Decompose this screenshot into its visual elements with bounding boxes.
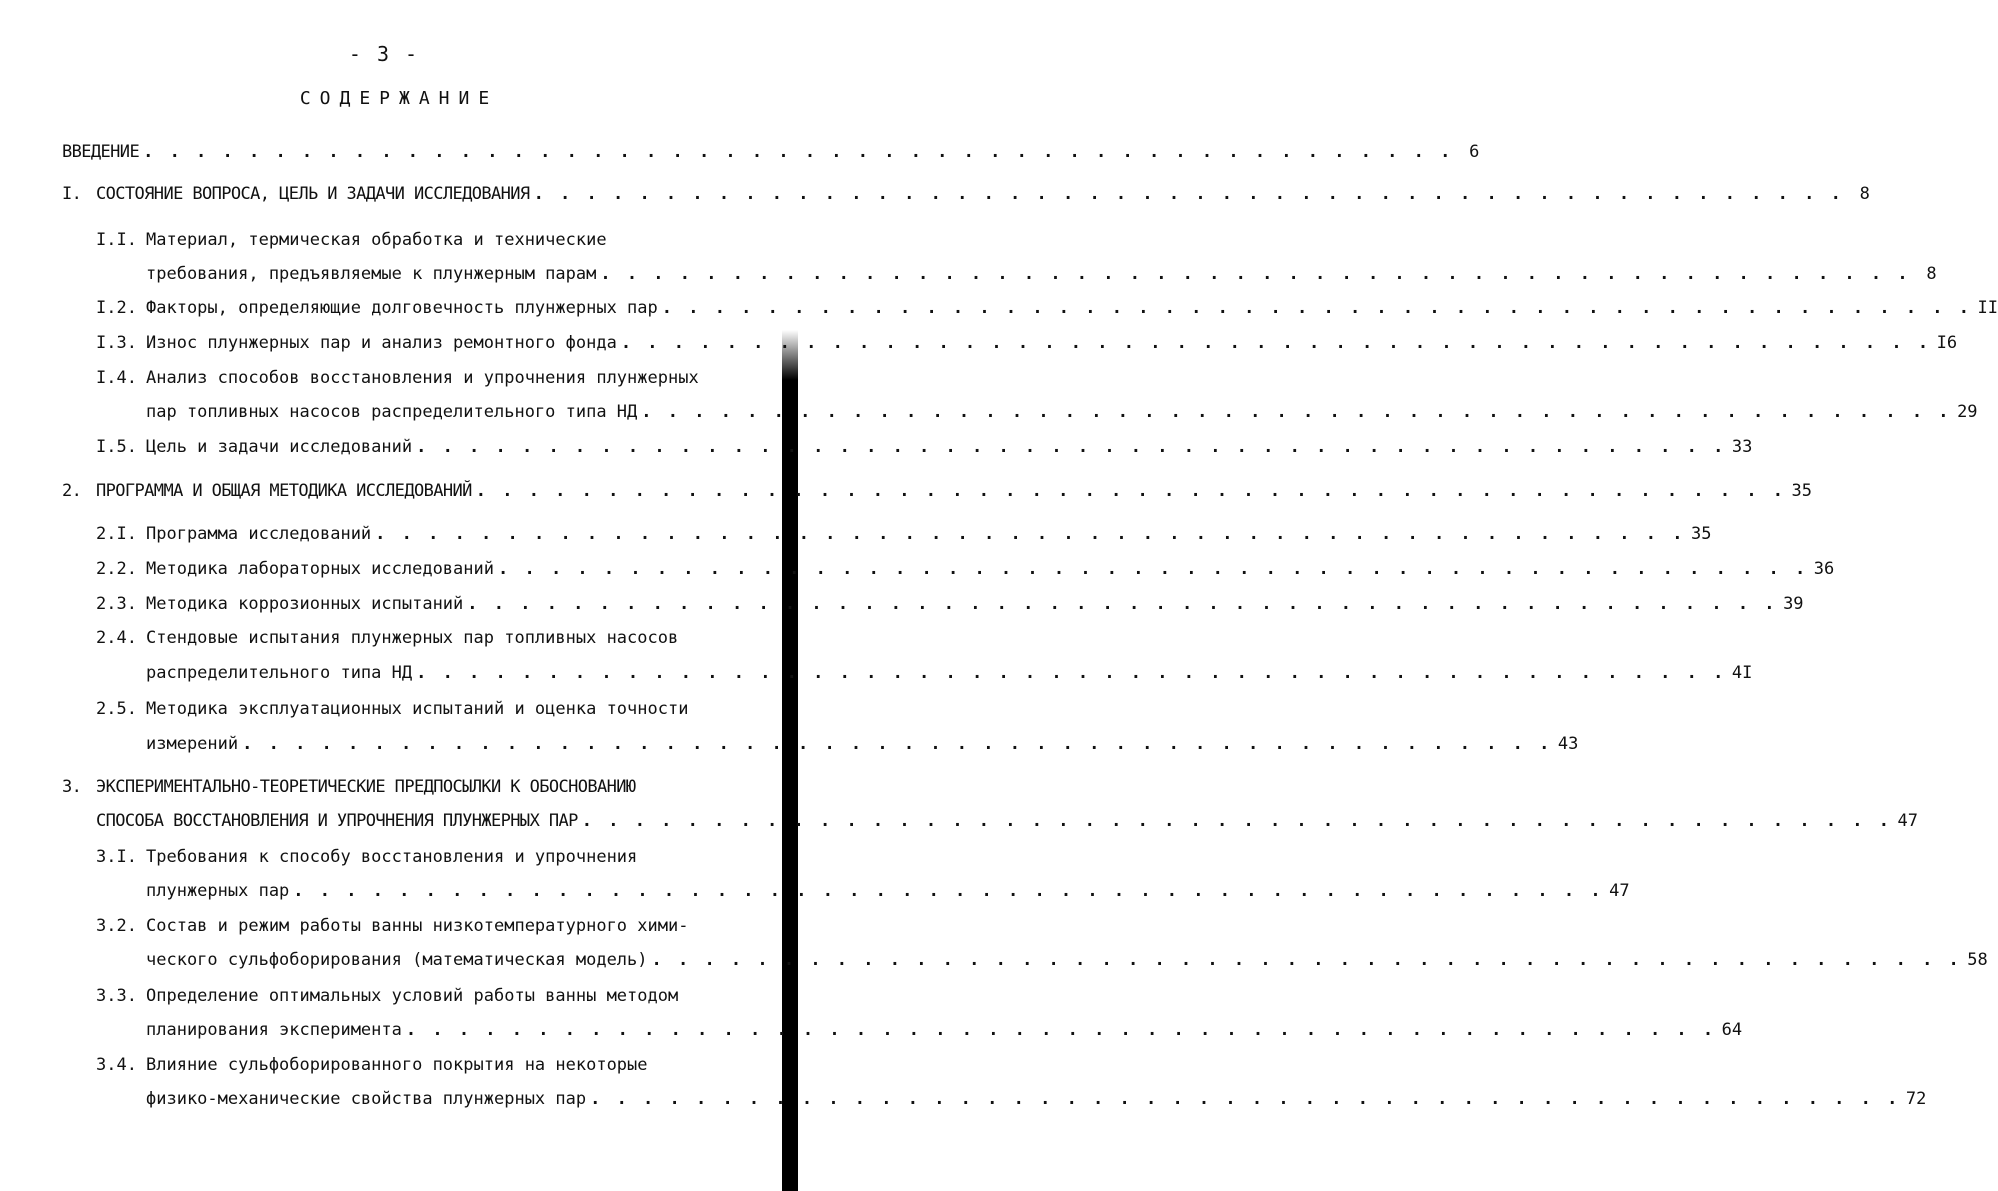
section-title: Цель и задачи исследований [146, 437, 413, 457]
dot-leader: . . . . . . . . . . . . . . . . . . . . . . . . . . . . . . . . . . . . . . . . . . . . . . . . . . [581, 811, 1893, 831]
dot-leader: . . . . . . . . . . . . . . . . . . . . . . . . . . . . . . . . . . . . . . . . . . . . . . . . . . [467, 594, 1778, 614]
section-number: I.4. [96, 368, 137, 388]
toc-entry-text [62, 182, 530, 206]
toc-section-3-4[interactable] [96, 1053, 746, 1077]
page-number: - 3 - [348, 42, 420, 66]
toc-page-number: 35 [1791, 481, 1813, 501]
section-number: 3.4. [96, 1055, 137, 1075]
toc-page-number: II [1977, 298, 1998, 318]
dot-leader: . . . . . . . . . . . . . . . . . . . . . . . . . . . . . . . . . . . . . . . . . . . . . . . . . . [620, 333, 1932, 353]
chapter-title: ПРОГРАММА И ОБЩАЯ МЕТОДИКА ИССЛЕДОВАНИЙ [96, 481, 472, 501]
toc-section-1-1-cont[interactable] [146, 262, 1937, 286]
toc-page-number: 58 [1967, 950, 1988, 970]
dot-leader: . . . . . . . . . . . . . . . . . . . . . . . . . . . . . . . . . . . . . . . . . . . . . . . . . . [590, 1089, 1901, 1109]
section-title: Факторы, определяющие долговечность плунжерных пар [146, 298, 658, 318]
section-number: I.I. [96, 230, 137, 250]
section-title-line1: Требования к способу восстановления и упрочнения [146, 847, 638, 867]
toc-section-2-2[interactable] [96, 557, 1835, 581]
section-number: 2.I. [96, 524, 137, 544]
section-title-line2: пар топливных насосов распределительного типа НД [146, 402, 638, 422]
toc-section-3-1-cont[interactable] [146, 879, 1630, 903]
toc-section-3-3[interactable] [96, 984, 746, 1008]
toc-section-1-1[interactable] [96, 228, 746, 252]
toc-page-number: 47 [1609, 881, 1630, 901]
section-number: 2.5. [96, 699, 137, 719]
section-title: Методика лабораторных исследований [146, 559, 494, 579]
section-title-line1: Определение оптимальных условий работы ванны методом [146, 986, 679, 1006]
chapter-title-line2: СПОСОБА ВОССТАНОВЛЕНИЯ И УПРОЧНЕНИЯ ПЛУНЖЕРНЫХ ПАР [96, 811, 578, 831]
section-title-line2: распределительного типа НД [146, 663, 413, 683]
section-number: I.5. [96, 437, 137, 457]
toc-section-2-5-cont[interactable] [146, 732, 1579, 756]
dot-leader: . . . . . . . . . . . . . . . . . . . . . . . . . . . . . . . . . . . . . . . . . . . . . . . . . . [651, 950, 1962, 970]
toc-section-1-4[interactable] [96, 366, 746, 390]
toc-page-number: 64 [1721, 1020, 1743, 1040]
section-title-line2: ческого сульфоборирования (математическая модель) [146, 950, 648, 970]
toc-section-1-4-cont[interactable] [146, 400, 1978, 424]
chapter-title-line1: ЭКСПЕРИМЕНТАЛЬНО-ТЕОРЕТИЧЕСКИЕ ПРЕДПОСЫЛКИ К ОБОСНОВАНИЮ [96, 777, 636, 797]
dot-leader: . . . . . . . . . . . . . . . . . . . . . . . . . . . . . . . . . . . . . . . . . . . . . . . . . . [416, 437, 1727, 457]
toc-section-2-3[interactable] [96, 592, 1804, 616]
section-title-line1: Стендовые испытания плунжерных пар топливных насосов [146, 628, 679, 648]
section-number: 2.4. [96, 628, 137, 648]
toc-page-number: I6 [1936, 333, 1958, 353]
section-number: 3.3. [96, 986, 137, 1006]
section-title-line2: плунжерных пар [146, 881, 290, 901]
chapter-number: I. [62, 184, 82, 204]
section-title: Программа исследований [146, 524, 372, 544]
section-number: 2.2. [96, 559, 137, 579]
section-title-line2: планирования эксперимента [146, 1020, 402, 1040]
toc-page-number: 72 [1905, 1089, 1927, 1109]
toc-page-number: 33 [1731, 437, 1753, 457]
chapter-number: 3. [62, 777, 82, 797]
toc-chapter-3-cont[interactable] [96, 809, 1919, 833]
chapter-title: СОСТОЯНИЕ ВОПРОСА, ЦЕЛЬ И ЗАДАЧИ ИССЛЕДОВАНИЯ [96, 184, 530, 204]
toc-page-number: 6 [1469, 142, 1480, 162]
toc-page-number: 8 [1859, 184, 1870, 204]
section-number: I.3. [96, 333, 137, 353]
toc-page-number: 4I [1731, 663, 1753, 683]
toc-section-2-1[interactable] [96, 522, 1712, 546]
dot-leader: . . . . . . . . . . . . . . . . . . . . . . . . . . . . . . . . . . . . . . . . . . . . . . . . . . [293, 881, 1604, 901]
dot-leader: . . . . . . . . . . . . . . . . . . . . . . . . . . . . . . . . . . . . . . . . . . . . . . . . . . [242, 734, 1553, 754]
section-title: Методика коррозионных испытаний [146, 594, 464, 614]
toc-section-1-2[interactable] [96, 296, 1998, 320]
page-title: СОДЕРЖАНИЕ [299, 88, 499, 109]
toc-entry-intro[interactable] [62, 140, 1480, 164]
dot-leader: . . . . . . . . . . . . . . . . . . . . . . . . . . . . . . . . . . . . . . . . . . . . . . . . . . [641, 402, 1952, 422]
toc-chapter-1[interactable] [62, 182, 1870, 206]
dot-leader: . . . . . . . . . . . . . . . . . . . . . . . . . . . . . . . . . . . . . . . . . . . . . . . . . . [498, 559, 1809, 579]
toc-entry-text: ВВЕДЕНИЕ [62, 142, 140, 162]
toc-section-3-4-cont[interactable] [146, 1087, 1927, 1111]
section-title-line1: Состав и режим работы ванны низкотемпературного хими- [146, 916, 689, 936]
dot-leader: . . . . . . . . . . . . . . . . . . . . . . . . . . . . . . . . . . . . . . . . . . . . . . . . . . [533, 184, 1844, 204]
section-number: 3.2. [96, 916, 137, 936]
section-title-line1: Методика эксплуатационных испытаний и оценка точности [146, 699, 689, 719]
section-title-line2: физико-механические свойства плунжерных пар [146, 1089, 587, 1109]
toc-section-3-3-cont[interactable] [146, 1018, 1743, 1042]
toc-chapter-3[interactable] [62, 775, 746, 799]
dot-leader: . . . . . . . . . . . . . . . . . . . . . . . . . . . . . . . . . . . . . . . . . . . . . . . . . . [661, 298, 1973, 318]
toc-section-2-4-cont[interactable] [146, 661, 1753, 685]
toc-page-number: 39 [1783, 594, 1804, 614]
toc-section-1-3[interactable] [96, 331, 1958, 355]
toc-page-number: 36 [1813, 559, 1835, 579]
section-number: I.2. [96, 298, 137, 318]
section-title-line1: Влияние сульфоборированного покрытия на некоторые [146, 1055, 648, 1075]
toc-section-1-5[interactable] [96, 435, 1753, 459]
toc-section-3-2-cont[interactable] [146, 948, 1988, 972]
toc-page-number: 43 [1557, 734, 1579, 754]
dot-leader: . . . . . . . . . . . . . . . . . . . . . . . . . . . . . . . . . . . . . . . . . . . . . . . . . . [416, 663, 1727, 683]
chapter-number: 2. [62, 481, 82, 501]
toc-page-number: 8 [1926, 264, 1937, 284]
section-title-line1: Материал, термическая обработка и технические [146, 230, 607, 250]
toc-page-number: 29 [1957, 402, 1978, 422]
toc-page-number: 35 [1690, 524, 1712, 544]
dot-leader: . . . . . . . . . . . . . . . . . . . . . . . . . . . . . . . . . . . . . . . . . . . . . . . . . . [475, 481, 1787, 501]
section-title: Износ плунжерных пар и анализ ремонтного фонда [146, 333, 617, 353]
section-title-line2: требования, предъявляемые к плунжерным парам [146, 264, 597, 284]
dot-leader: . . . . . . . . . . . . . . . . . . . . . . . . . . . . . . . . . . . . . . . . . . . . . . . . . . [375, 524, 1686, 544]
toc-chapter-2[interactable] [62, 479, 1813, 503]
section-number: 2.3. [96, 594, 137, 614]
toc-page-number: 47 [1897, 811, 1919, 831]
section-number: 3.I. [96, 847, 137, 867]
dot-leader: . . . . . . . . . . . . . . . . . . . . . . . . . . . . . . . . . . . . . . . . . . . . . . . . . . [405, 1020, 1717, 1040]
dot-leader: . . . . . . . . . . . . . . . . . . . . . . . . . . . . . . . . . . . . . . . . . . . . . . . . . . [600, 264, 1911, 284]
dot-leader: . . . . . . . . . . . . . . . . . . . . . . . . . . . . . . . . . . . . . . . . . . . . . . . . . . [143, 142, 1454, 162]
section-title-line1: Анализ способов восстановления и упрочнения плунжерных [146, 368, 699, 388]
toc-section-2-4[interactable] [96, 626, 746, 650]
toc-section-2-5[interactable] [96, 697, 746, 721]
section-title-line2: измерений [146, 734, 239, 754]
toc-section-3-1[interactable] [96, 845, 746, 869]
toc-section-3-2[interactable] [96, 914, 746, 938]
